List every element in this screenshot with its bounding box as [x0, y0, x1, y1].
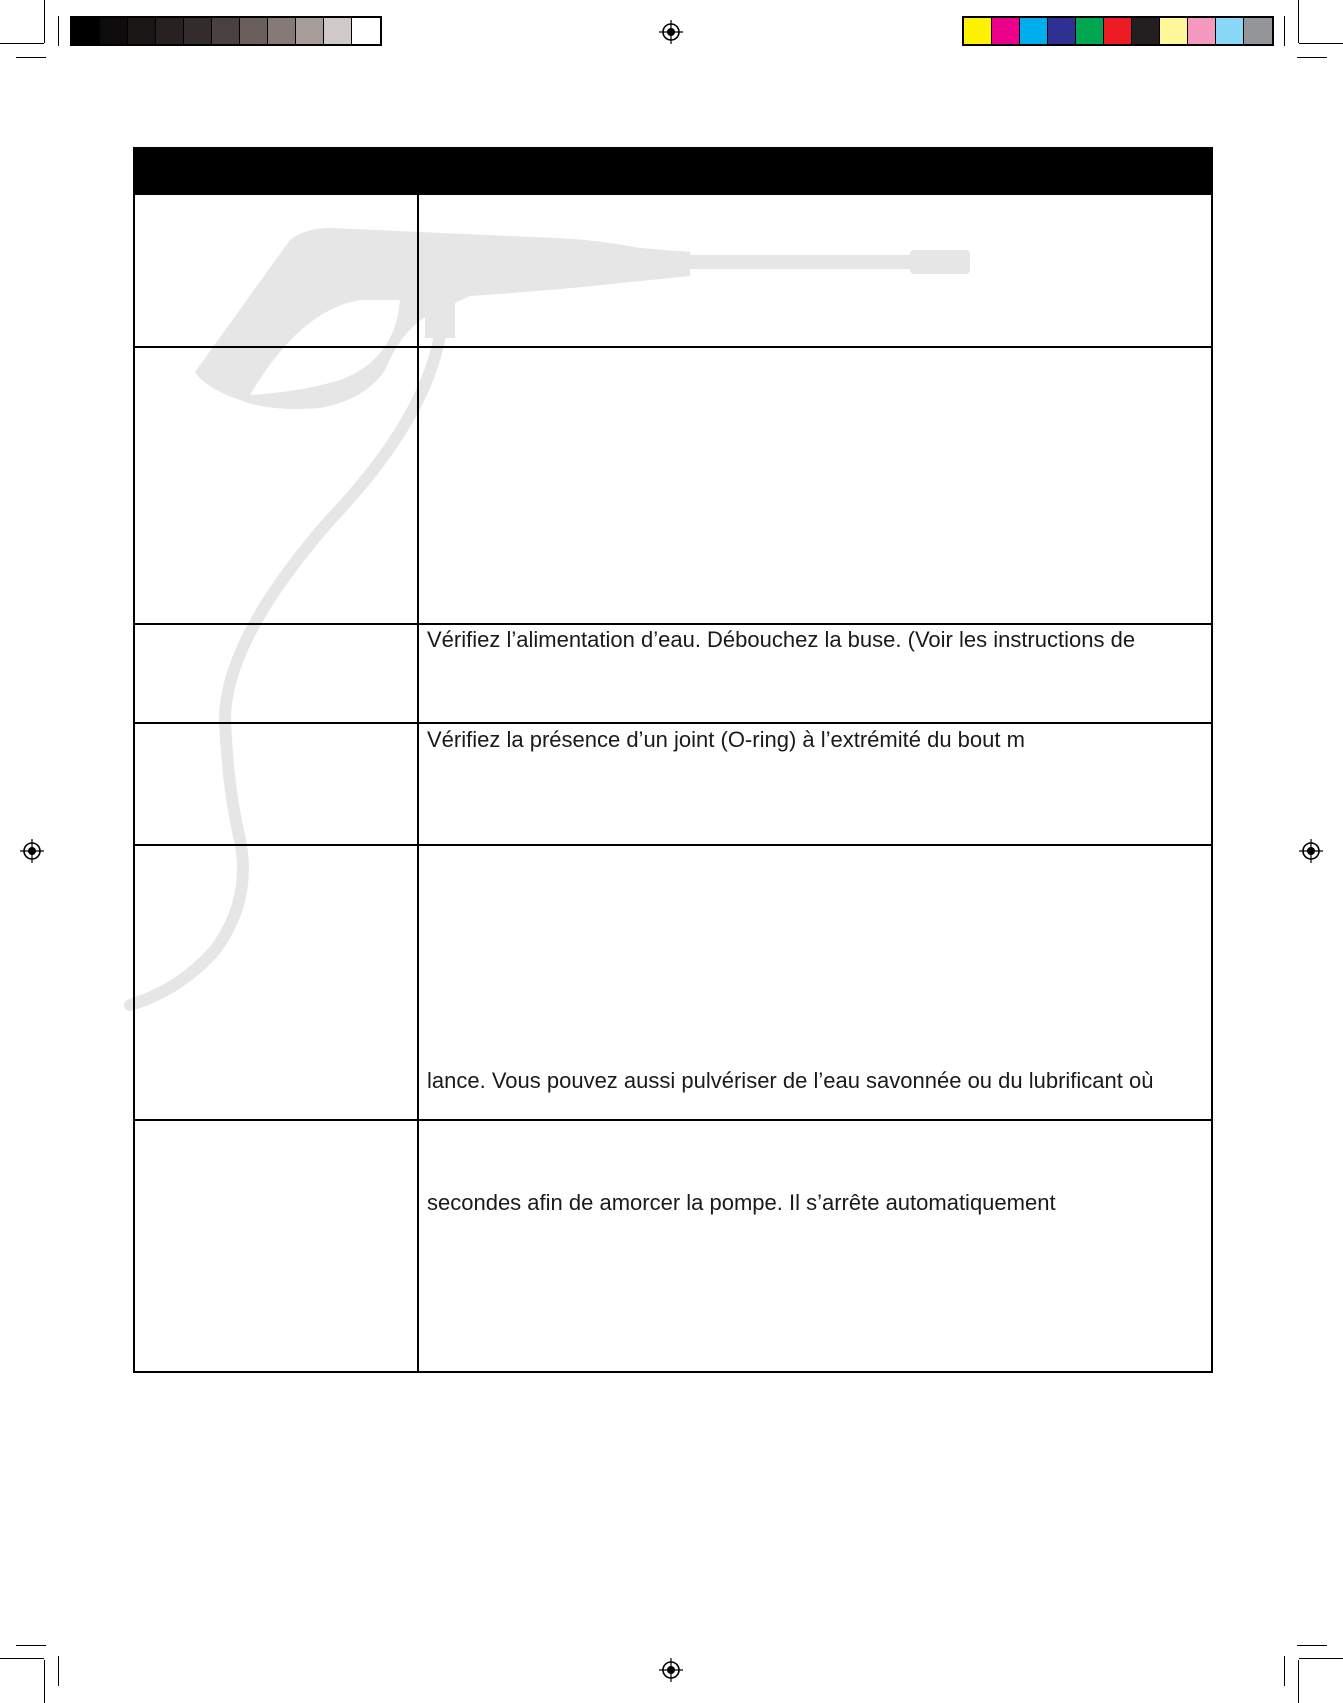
row-divider [135, 623, 1211, 625]
color-swatch [128, 18, 156, 44]
grayscale-bar [70, 16, 382, 46]
table-row: secondes afin de amorcer la pompe. Il s’arrête automatiquement [427, 1190, 1056, 1215]
color-swatch [964, 18, 992, 44]
crop-mark [44, 1660, 45, 1703]
column-divider [417, 195, 419, 1371]
color-swatch [1160, 18, 1188, 44]
crop-mark [0, 1658, 44, 1659]
color-swatch [268, 18, 296, 44]
color-swatch [352, 18, 380, 44]
row-divider [135, 844, 1211, 846]
table-row: lance. Vous pouvez aussi pulvériser de l’eau savonnée ou du lubrificant où [427, 1068, 1154, 1093]
crop-mark [0, 43, 44, 44]
color-swatch [1104, 18, 1132, 44]
table-header [135, 149, 1211, 195]
registration-mark-icon [659, 1658, 683, 1682]
color-swatch [1188, 18, 1216, 44]
row-divider [135, 722, 1211, 724]
color-swatch [1020, 18, 1048, 44]
color-swatch [184, 18, 212, 44]
crop-mark [1298, 0, 1299, 43]
color-swatch [240, 18, 268, 44]
crop-mark [44, 0, 45, 43]
color-swatch [992, 18, 1020, 44]
crop-mark [1299, 43, 1343, 44]
crop-mark [16, 57, 46, 58]
table-row: Vérifiez l’alimentation d’eau. Débouchez la buse. (Voir les instructions de [427, 627, 1136, 652]
registration-mark-icon [659, 20, 683, 44]
row-divider [135, 1119, 1211, 1121]
color-swatch [156, 18, 184, 44]
color-swatch [1244, 18, 1272, 44]
crop-mark [16, 1645, 46, 1646]
troubleshooting-table [133, 147, 1213, 1373]
crop-mark [58, 16, 59, 46]
color-swatch [72, 18, 100, 44]
row-divider [135, 346, 1211, 348]
color-swatch [1048, 18, 1076, 44]
color-swatch [1076, 18, 1104, 44]
crop-mark [1284, 16, 1285, 46]
crop-mark [1298, 1660, 1299, 1703]
crop-mark [1297, 57, 1327, 58]
color-swatch [212, 18, 240, 44]
color-swatch [296, 18, 324, 44]
crop-mark [1284, 1656, 1285, 1686]
color-swatch [100, 18, 128, 44]
table-row: Vérifiez la présence d’un joint (O-ring) à l’extrémité du bout m [427, 727, 1025, 752]
color-swatch [324, 18, 352, 44]
crop-mark [1297, 1645, 1327, 1646]
registration-mark-icon [1299, 839, 1323, 863]
registration-mark-icon [20, 839, 44, 863]
color-bar [962, 16, 1274, 46]
crop-mark [1299, 1658, 1343, 1659]
crop-mark [58, 1656, 59, 1686]
color-swatch [1216, 18, 1244, 44]
color-swatch [1132, 18, 1160, 44]
